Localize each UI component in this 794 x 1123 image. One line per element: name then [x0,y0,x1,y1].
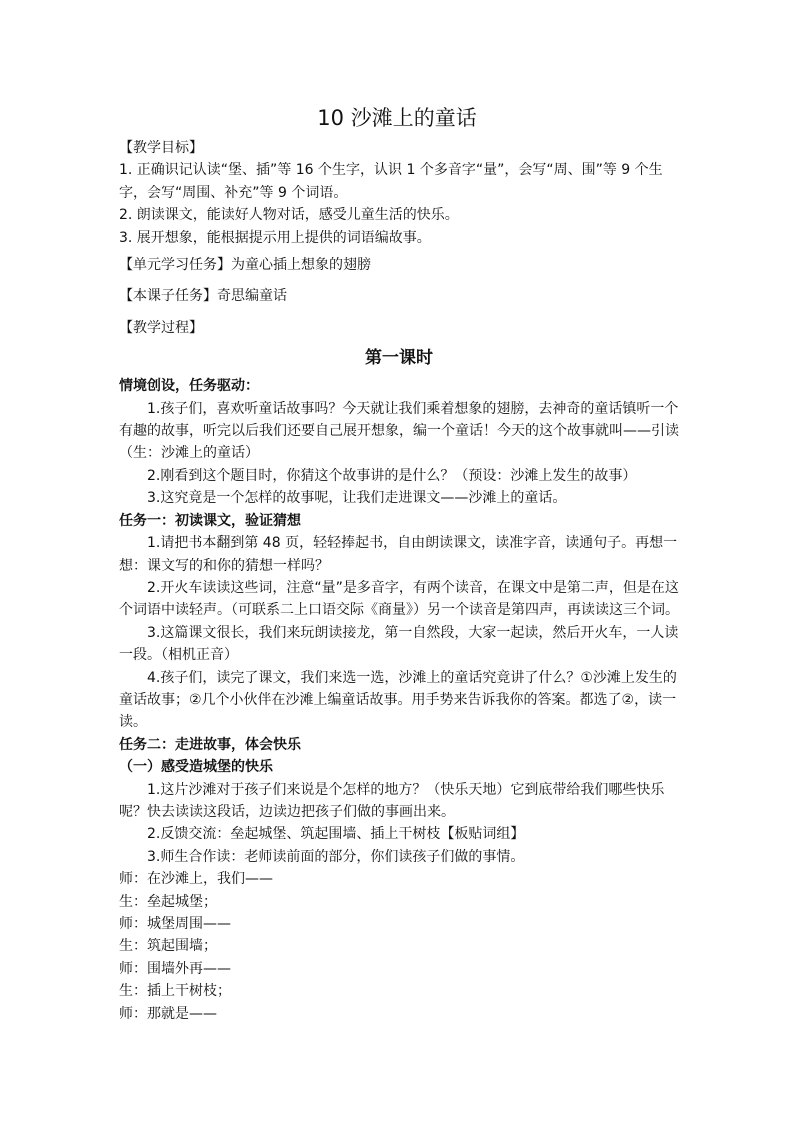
intro-item: 2.刚看到这个题目时，你猜这个故事讲的是什么？（预设：沙滩上发生的故事） [147,467,637,484]
task2-heading: 任务二：走进故事，体会快乐 [119,736,301,753]
dialogue-line: 师：那就是—— [119,1005,217,1022]
task1-item: 2.开火车读读这些词，注意“量”是多音字，有两个读音，在课文中是第二声，但是在这个词语中读轻声。（可联系二上口语交际《商量》）另一个读音是第四声，再读读这三个词。 [119,579,679,619]
task1-heading: 任务一：初读课文，验证猜想 [119,512,301,529]
dialogue-line: 生：垒起城堡； [119,893,217,910]
objective-item: 3. 展开想象，能根据提示用上提供的词语编故事。 [119,229,431,246]
task1-item: 4.孩子们，读完了课文，我们来选一选，沙滩上的童话究竟讲了什么？①沙滩上发生的童话故事；②几个小伙伴在沙滩上编童话故事。用手势来告诉我你的答案。都选了②，读一读。 [119,669,677,731]
task2-item: 3.师生合作读：老师读前面的部分，你们读孩子们做的事情。 [147,848,525,865]
dialogue-line: 生：插上干树枝； [119,983,231,1000]
dialogue-line: 生：筑起围墙； [119,938,217,955]
objectives-heading: 【教学目标】 [119,140,203,156]
task2-item: 1.这片沙滩对于孩子们来说是个怎样的地方？（快乐天地）它到底带给我们哪些快乐呢？快去读读这段话，边读边把孩子们做的事画出来。 [119,781,665,820]
task2-sub-heading: （一）感受造城堡的快乐 [119,759,273,776]
objective-item: 1. 正确识记认读“堡、插”等 16 个生字，认识 1 个多音字“量”，会写“周、围”等 9 个生字，会写“周围、补充”等 9 个词语。 [119,162,663,201]
task1-item: 3.这篇课文很长，我们来玩朗读接龙，第一自然段，大家一起读，然后开火车，一人读一段。（相机正音） [119,624,679,664]
process-heading: 【教学过程】 [119,319,203,336]
document-body [119,137,679,1025]
sub-task: 【本课子任务】奇思编童话 [119,288,287,305]
task2-item: 2.反馈交流：垒起城堡、筑起围墙、插上干树枝【板贴词组】 [147,826,525,843]
objective-item: 2. 朗读课文，能读好人物对话，感受儿童生活的快乐。 [119,207,459,224]
lesson-period-heading: 第一课时 [365,348,433,369]
intro-heading: 情境创设，任务驱动： [119,378,259,395]
dialogue-line: 师：城堡周围—— [119,916,231,932]
intro-item: 1.孩子们，喜欢听童话故事吗？今天就让我们乘着想象的翅膀，去神奇的童话镇听一个有趣的故事，听完以后我们还要自己展开想象，编一个童话！今天的这个故事就叫——引读（生：沙滩上的童话） [119,400,679,462]
dialogue-line: 师：在沙滩上，我们—— [119,871,273,888]
intro-item: 3.这究竟是一个怎样的故事呢，让我们走进课文——沙滩上的童话。 [147,490,567,507]
dialogue-line: 师：围墙外再—— [119,960,231,977]
lesson-title: 10 沙滩上的童话 [317,106,477,130]
unit-task: 【单元学习任务】为童心插上想象的翅膀 [119,257,371,274]
task1-item: 1.请把书本翻到第 48 页，轻轻捧起书，自由朗读课文，读准字音，读通句子。再想一想：课文写的和你的猜想一样吗？ [119,535,678,574]
